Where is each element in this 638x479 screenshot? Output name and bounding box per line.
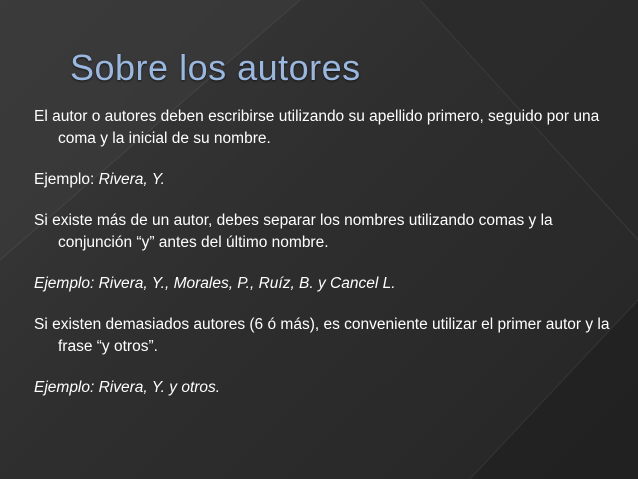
paragraph-example-multiple: Ejemplo: Rivera, Y., Morales, P., Ruíz, B. y Cancel L. <box>34 275 396 292</box>
paragraph-example-others: Ejemplo: Rivera, Y. y otros. <box>34 379 221 396</box>
paragraph-many-authors: Si existen demasiados autores (6 ó más), es conveniente utilizar el primer autor y la frase “y otros”. <box>34 316 610 355</box>
paragraph-example-single <box>34 169 630 191</box>
example-value: Rivera, Y. <box>98 171 165 188</box>
slide-body <box>34 106 630 418</box>
paragraph-authors-rule: El autor o autores deben escribirse utilizando su apellido primero, seguido por una coma y la inicial de su nombre. <box>34 108 600 147</box>
slide-title: Sobre los autores <box>70 47 361 88</box>
example-label: Ejemplo: <box>34 171 99 188</box>
paragraph-multiple-authors: Si existe más de un autor, debes separar los nombres utilizando comas y la conjunción “y” antes del último nombre. <box>34 212 553 251</box>
